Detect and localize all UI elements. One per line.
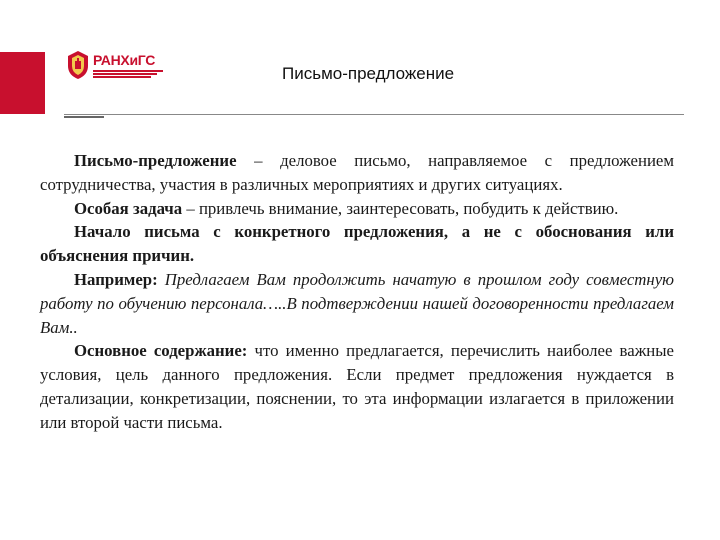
start-lead: Начало письма с конкретного предложения, а не с обоснования или объяснения причин. xyxy=(40,222,674,266)
definition-text: – деловое письмо, направляемое с предложением сотрудничества, участия в различных мероприятиях и других ситуациях. xyxy=(40,151,674,194)
paragraph-start xyxy=(40,220,674,268)
ranepa-logo xyxy=(66,50,166,80)
slide-title: Письмо-предложение xyxy=(282,64,455,83)
crest-icon xyxy=(66,50,90,80)
slide-body xyxy=(40,149,674,435)
task-text: – привлечь внимание, заинтересовать, побудить к действию. xyxy=(182,198,619,218)
example-text: Предлагаем Вам продолжить начатую в прошлом году совместную работу по обучению персонала…..В подтверждении нашей договоренности предлагаем Вам.. xyxy=(40,269,674,337)
logo-subtitle-lines xyxy=(93,69,163,78)
content-text: что именно предлагается, перечислить наиболее важные условия, цель данного предложения. Если предмет предложения нуждается в детализации, конкретизации, пояснении, то эта информации излагается в приложении или второй части письма. xyxy=(40,341,675,432)
title-divider-accent xyxy=(64,116,104,118)
paragraph-task xyxy=(40,197,674,221)
logo-name: РАНХиГС xyxy=(93,51,156,68)
example-lead: Например: xyxy=(74,269,158,289)
title-divider xyxy=(64,114,684,115)
paragraph-definition xyxy=(40,149,674,197)
paragraph-example xyxy=(40,268,674,339)
paragraph-content xyxy=(40,339,674,434)
task-lead: Особая задача xyxy=(74,198,183,218)
content-lead: Основное содержание: xyxy=(74,341,248,361)
term-lead: Письмо-предложение xyxy=(74,151,237,170)
red-accent-bar xyxy=(0,52,45,114)
